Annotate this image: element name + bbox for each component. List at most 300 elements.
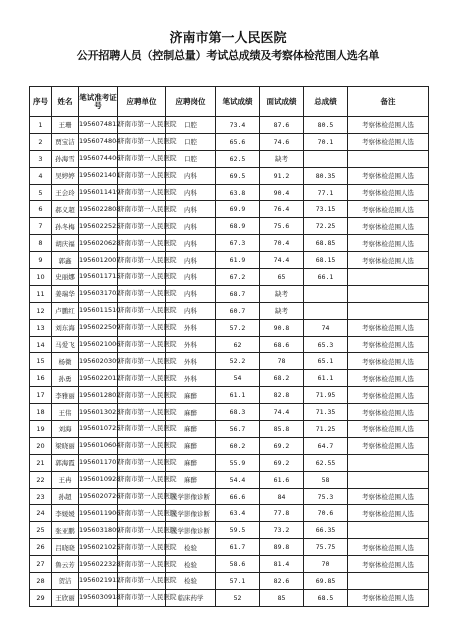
cell-name: 孙海雪 bbox=[52, 150, 79, 167]
cell-note bbox=[348, 269, 429, 286]
cell-exam-id: 1956011419 bbox=[79, 184, 118, 201]
cell-name: 鲁云芳 bbox=[52, 556, 79, 573]
cell-note: 考察体检范围人选 bbox=[348, 133, 429, 150]
cell-exam-id: 1956013023 bbox=[79, 404, 118, 421]
cell-exam-id: 1956012007 bbox=[79, 252, 118, 269]
cell-interview: 65 bbox=[260, 269, 304, 286]
cell-unit: 济南市第一人民医院 bbox=[118, 235, 166, 252]
cell-unit: 济南市第一人民医院 bbox=[118, 184, 166, 201]
cell-total: 70 bbox=[304, 556, 348, 573]
cell-position: 检验 bbox=[166, 556, 216, 573]
table-row bbox=[30, 387, 429, 404]
cell-name: 梁晓丽 bbox=[52, 437, 79, 454]
cell-name: 张亚鹏 bbox=[52, 522, 79, 539]
header-exam-id: 笔试准考证号 bbox=[79, 87, 118, 117]
cell-interview: 73.2 bbox=[260, 522, 304, 539]
cell-total: 66.35 bbox=[304, 522, 348, 539]
cell-unit: 济南市第一人民医院 bbox=[118, 370, 166, 387]
cell-unit: 济南市第一人民医院 bbox=[118, 150, 166, 167]
table-row bbox=[30, 573, 429, 590]
cell-note: 考察体检范围人选 bbox=[348, 235, 429, 252]
cell-no: 13 bbox=[30, 319, 52, 336]
cell-total: 65.1 bbox=[304, 353, 348, 370]
cell-unit: 济南市第一人民医院 bbox=[118, 539, 166, 556]
cell-exam-id: 1956012802 bbox=[79, 387, 118, 404]
cell-written: 60.7 bbox=[216, 302, 260, 319]
cell-name: 王伟 bbox=[52, 404, 79, 421]
table-row bbox=[30, 353, 429, 370]
cell-note: 考察体检范围人选 bbox=[348, 353, 429, 370]
cell-exam-id: 1956022808 bbox=[79, 201, 118, 218]
cell-no: 14 bbox=[30, 336, 52, 353]
cell-no: 2 bbox=[30, 133, 52, 150]
cell-written: 61.7 bbox=[216, 539, 260, 556]
cell-note: 考察体检范围人选 bbox=[348, 218, 429, 235]
cell-no: 1 bbox=[30, 117, 52, 134]
cell-exam-id: 1956022328 bbox=[79, 556, 118, 573]
cell-position: 外科 bbox=[166, 336, 216, 353]
cell-position: 临床药学 bbox=[166, 589, 216, 606]
cell-unit: 济南市第一人民医院 bbox=[118, 488, 166, 505]
cell-interview: 74.6 bbox=[260, 133, 304, 150]
cell-name: 马爱飞 bbox=[52, 336, 79, 353]
cell-unit: 济南市第一人民医院 bbox=[118, 302, 166, 319]
cell-name: 贾宝洁 bbox=[52, 133, 79, 150]
table-row bbox=[30, 522, 429, 539]
cell-name: 吕晓晓 bbox=[52, 539, 79, 556]
cell-note: 考察体检范围人选 bbox=[348, 387, 429, 404]
cell-total: 72.25 bbox=[304, 218, 348, 235]
cell-unit: 济南市第一人民医院 bbox=[118, 133, 166, 150]
cell-interview: 84 bbox=[260, 488, 304, 505]
cell-position: 内科 bbox=[166, 167, 216, 184]
cell-exam-id: 1956020726 bbox=[79, 488, 118, 505]
cell-written: 61.9 bbox=[216, 252, 260, 269]
cell-exam-id: 1956031702 bbox=[79, 285, 118, 302]
cell-unit: 济南市第一人民医院 bbox=[118, 404, 166, 421]
cell-exam-id: 1956022012 bbox=[79, 370, 118, 387]
cell-unit: 济南市第一人民医院 bbox=[118, 269, 166, 286]
cell-exam-id: 1956010604 bbox=[79, 437, 118, 454]
cell-position: 内科 bbox=[166, 184, 216, 201]
cell-exam-id: 1956020628 bbox=[79, 235, 118, 252]
table-row bbox=[30, 471, 429, 488]
cell-name: 孙超 bbox=[52, 488, 79, 505]
cell-interview: 68.2 bbox=[260, 370, 304, 387]
cell-note: 考察体检范围人选 bbox=[348, 404, 429, 421]
cell-unit: 济南市第一人民医院 bbox=[118, 471, 166, 488]
table-row bbox=[30, 556, 429, 573]
cell-total bbox=[304, 302, 348, 319]
cell-no: 11 bbox=[30, 285, 52, 302]
cell-note: 考察体检范围人选 bbox=[348, 117, 429, 134]
cell-no: 16 bbox=[30, 370, 52, 387]
cell-interview: 91.2 bbox=[260, 167, 304, 184]
cell-total: 75.3 bbox=[304, 488, 348, 505]
cell-no: 3 bbox=[30, 150, 52, 167]
table-row bbox=[30, 421, 429, 438]
cell-written: 60.2 bbox=[216, 437, 260, 454]
cell-position: 口腔 bbox=[166, 150, 216, 167]
cell-note: 考察体检范围人选 bbox=[348, 370, 429, 387]
cell-written: 52.2 bbox=[216, 353, 260, 370]
cell-name: 孙勇 bbox=[52, 370, 79, 387]
cell-name: 王会玲 bbox=[52, 184, 79, 201]
cell-unit: 济南市第一人民医院 bbox=[118, 336, 166, 353]
cell-position: 检验 bbox=[166, 573, 216, 590]
cell-note bbox=[348, 573, 429, 590]
cell-name: 史丽娜 bbox=[52, 269, 79, 286]
cell-name: 李媛媛 bbox=[52, 505, 79, 522]
cell-note: 考察体检范围人选 bbox=[348, 336, 429, 353]
cell-interview: 81.4 bbox=[260, 556, 304, 573]
cell-unit: 济南市第一人民医院 bbox=[118, 285, 166, 302]
cell-exam-id: 1956031809 bbox=[79, 522, 118, 539]
cell-written: 63.8 bbox=[216, 184, 260, 201]
cell-note: 考察体检范围人选 bbox=[348, 201, 429, 218]
table-row bbox=[30, 302, 429, 319]
cell-total: 64.7 bbox=[304, 437, 348, 454]
cell-name: 刘东海 bbox=[52, 319, 79, 336]
cell-written: 54.4 bbox=[216, 471, 260, 488]
cell-name: 李雅丽 bbox=[52, 387, 79, 404]
cell-exam-id: 1956011707 bbox=[79, 454, 118, 471]
cell-no: 28 bbox=[30, 573, 52, 590]
table-row bbox=[30, 285, 429, 302]
cell-no: 23 bbox=[30, 488, 52, 505]
cell-interview: 77.8 bbox=[260, 505, 304, 522]
cell-name: 刘海 bbox=[52, 421, 79, 438]
header-name: 姓名 bbox=[52, 87, 79, 117]
cell-position: 麻醉 bbox=[166, 471, 216, 488]
cell-total: 66.1 bbox=[304, 269, 348, 286]
cell-no: 24 bbox=[30, 505, 52, 522]
cell-name: 郝义超 bbox=[52, 201, 79, 218]
cell-note bbox=[348, 150, 429, 167]
table-row bbox=[30, 167, 429, 184]
table-row bbox=[30, 589, 429, 606]
cell-note: 考察体检范围人选 bbox=[348, 539, 429, 556]
cell-unit: 济南市第一人民医院 bbox=[118, 252, 166, 269]
cell-no: 20 bbox=[30, 437, 52, 454]
cell-written: 54 bbox=[216, 370, 260, 387]
cell-interview: 74.4 bbox=[260, 252, 304, 269]
cell-position: 医学影像诊断 bbox=[166, 505, 216, 522]
table-row bbox=[30, 319, 429, 336]
cell-total bbox=[304, 150, 348, 167]
cell-written: 66.6 bbox=[216, 488, 260, 505]
cell-position: 麻醉 bbox=[166, 387, 216, 404]
cell-written: 68.9 bbox=[216, 218, 260, 235]
cell-position: 麻醉 bbox=[166, 421, 216, 438]
cell-position: 检验 bbox=[166, 539, 216, 556]
header-total: 总成绩 bbox=[304, 87, 348, 117]
cell-no: 21 bbox=[30, 454, 52, 471]
cell-exam-id: 1956022509 bbox=[79, 319, 118, 336]
table-row bbox=[30, 437, 429, 454]
hospital-title: 济南市第一人民医院 bbox=[169, 31, 287, 46]
cell-no: 25 bbox=[30, 522, 52, 539]
cell-exam-id: 1956030918 bbox=[79, 589, 118, 606]
table-row bbox=[30, 454, 429, 471]
cell-exam-id: 1956010725 bbox=[79, 421, 118, 438]
table-row bbox=[30, 235, 429, 252]
cell-interview: 69.2 bbox=[260, 454, 304, 471]
cell-total: 68.85 bbox=[304, 235, 348, 252]
cell-position: 麻醉 bbox=[166, 454, 216, 471]
cell-total: 70.1 bbox=[304, 133, 348, 150]
table-row bbox=[30, 117, 429, 134]
cell-written: 73.4 bbox=[216, 117, 260, 134]
cell-exam-id: 1956011510 bbox=[79, 302, 118, 319]
cell-name: 王冉 bbox=[52, 471, 79, 488]
cell-position: 内科 bbox=[166, 285, 216, 302]
cell-total: 75.75 bbox=[304, 539, 348, 556]
cell-total: 80.35 bbox=[304, 167, 348, 184]
cell-note bbox=[348, 522, 429, 539]
table-header-row bbox=[30, 87, 429, 117]
cell-exam-id: 1956020309 bbox=[79, 353, 118, 370]
table-row bbox=[30, 184, 429, 201]
cell-name: 郭鑫 bbox=[52, 252, 79, 269]
header-no: 序号 bbox=[30, 87, 52, 117]
cell-total: 62.55 bbox=[304, 454, 348, 471]
cell-total: 69.85 bbox=[304, 573, 348, 590]
header-note: 备注 bbox=[348, 87, 429, 117]
cell-written: 61.1 bbox=[216, 387, 260, 404]
cell-interview: 69.2 bbox=[260, 437, 304, 454]
cell-name: 孙冬梅 bbox=[52, 218, 79, 235]
cell-position: 内科 bbox=[166, 218, 216, 235]
cell-no: 26 bbox=[30, 539, 52, 556]
cell-written: 62.5 bbox=[216, 150, 260, 167]
cell-no: 15 bbox=[30, 353, 52, 370]
cell-no: 6 bbox=[30, 201, 52, 218]
cell-name: 胡庆福 bbox=[52, 235, 79, 252]
results-table bbox=[29, 86, 429, 607]
cell-interview: 82.6 bbox=[260, 573, 304, 590]
cell-exam-id: 1956011715 bbox=[79, 269, 118, 286]
cell-position: 麻醉 bbox=[166, 404, 216, 421]
list-title: 公开招聘人员（控制总量）考试总成绩及考察体检范围人选名单 bbox=[76, 49, 380, 62]
cell-name: 姜瑞华 bbox=[52, 285, 79, 302]
cell-no: 22 bbox=[30, 471, 52, 488]
cell-total: 70.6 bbox=[304, 505, 348, 522]
cell-note bbox=[348, 302, 429, 319]
cell-name: 杨微 bbox=[52, 353, 79, 370]
cell-total: 58 bbox=[304, 471, 348, 488]
cell-position: 医学影像诊断 bbox=[166, 488, 216, 505]
table-row bbox=[30, 218, 429, 235]
cell-written: 69.5 bbox=[216, 167, 260, 184]
cell-unit: 济南市第一人民医院 bbox=[118, 505, 166, 522]
cell-note: 考察体检范围人选 bbox=[348, 505, 429, 522]
cell-name: 吴婷婷 bbox=[52, 167, 79, 184]
cell-written: 58.6 bbox=[216, 556, 260, 573]
cell-note: 考察体检范围人选 bbox=[348, 167, 429, 184]
cell-unit: 济南市第一人民医院 bbox=[118, 589, 166, 606]
cell-no: 12 bbox=[30, 302, 52, 319]
cell-written: 59.5 bbox=[216, 522, 260, 539]
cell-total: 68.5 bbox=[304, 589, 348, 606]
cell-written: 56.7 bbox=[216, 421, 260, 438]
cell-exam-id: 1956021006 bbox=[79, 336, 118, 353]
cell-position: 内科 bbox=[166, 252, 216, 269]
cell-written: 63.4 bbox=[216, 505, 260, 522]
cell-no: 7 bbox=[30, 218, 52, 235]
cell-interview: 87.6 bbox=[260, 117, 304, 134]
cell-no: 5 bbox=[30, 184, 52, 201]
cell-total: 65.3 bbox=[304, 336, 348, 353]
cell-no: 19 bbox=[30, 421, 52, 438]
cell-interview: 82.8 bbox=[260, 387, 304, 404]
cell-no: 29 bbox=[30, 589, 52, 606]
cell-exam-id: 1956010928 bbox=[79, 471, 118, 488]
cell-exam-id: 1956011906 bbox=[79, 505, 118, 522]
cell-written: 69.9 bbox=[216, 201, 260, 218]
cell-position: 麻醉 bbox=[166, 437, 216, 454]
cell-position: 外科 bbox=[166, 353, 216, 370]
cell-exam-id: 1956022525 bbox=[79, 218, 118, 235]
cell-unit: 济南市第一人民医院 bbox=[118, 573, 166, 590]
cell-total: 74 bbox=[304, 319, 348, 336]
cell-unit: 济南市第一人民医院 bbox=[118, 117, 166, 134]
cell-interview: 90.8 bbox=[260, 319, 304, 336]
table-row bbox=[30, 269, 429, 286]
cell-exam-id: 1956021025 bbox=[79, 539, 118, 556]
cell-position: 外科 bbox=[166, 319, 216, 336]
cell-no: 10 bbox=[30, 269, 52, 286]
cell-note: 考察体检范围人选 bbox=[348, 421, 429, 438]
cell-note bbox=[348, 285, 429, 302]
header-position: 应聘岗位 bbox=[166, 87, 216, 117]
cell-no: 27 bbox=[30, 556, 52, 573]
cell-no: 18 bbox=[30, 404, 52, 421]
header-interview: 面试成绩 bbox=[260, 87, 304, 117]
cell-note: 考察体检范围人选 bbox=[348, 589, 429, 606]
table-row bbox=[30, 404, 429, 421]
cell-note: 考察体检范围人选 bbox=[348, 488, 429, 505]
cell-note: 考察体检范围人选 bbox=[348, 319, 429, 336]
cell-position: 医学影像诊断 bbox=[166, 522, 216, 539]
header-unit: 应聘单位 bbox=[118, 87, 166, 117]
cell-position: 外科 bbox=[166, 370, 216, 387]
cell-interview: 70.4 bbox=[260, 235, 304, 252]
cell-interview: 74.4 bbox=[260, 404, 304, 421]
table-row bbox=[30, 488, 429, 505]
cell-note bbox=[348, 454, 429, 471]
cell-note: 考察体检范围人选 bbox=[348, 437, 429, 454]
cell-unit: 济南市第一人民医院 bbox=[118, 522, 166, 539]
cell-interview: 缺考 bbox=[260, 302, 304, 319]
cell-interview: 78 bbox=[260, 353, 304, 370]
cell-unit: 济南市第一人民医院 bbox=[118, 454, 166, 471]
cell-interview: 缺考 bbox=[260, 285, 304, 302]
table-row bbox=[30, 201, 429, 218]
cell-exam-id: 1956021912 bbox=[79, 573, 118, 590]
cell-exam-id: 1956074812 bbox=[79, 117, 118, 134]
cell-position: 内科 bbox=[166, 201, 216, 218]
cell-interview: 68.6 bbox=[260, 336, 304, 353]
cell-interview: 89.8 bbox=[260, 539, 304, 556]
cell-total: 71.95 bbox=[304, 387, 348, 404]
cell-total: 80.5 bbox=[304, 117, 348, 134]
cell-name: 郭海霞 bbox=[52, 454, 79, 471]
table-row bbox=[30, 539, 429, 556]
cell-total: 71.35 bbox=[304, 404, 348, 421]
table-body bbox=[30, 117, 429, 607]
cell-note: 考察体检范围人选 bbox=[348, 184, 429, 201]
cell-written: 67.3 bbox=[216, 235, 260, 252]
cell-no: 17 bbox=[30, 387, 52, 404]
cell-written: 68.3 bbox=[216, 404, 260, 421]
cell-unit: 济南市第一人民医院 bbox=[118, 319, 166, 336]
header-written: 笔试成绩 bbox=[216, 87, 260, 117]
cell-unit: 济南市第一人民医院 bbox=[118, 437, 166, 454]
cell-note bbox=[348, 471, 429, 488]
cell-unit: 济南市第一人民医院 bbox=[118, 167, 166, 184]
cell-unit: 济南市第一人民医院 bbox=[118, 421, 166, 438]
cell-total bbox=[304, 285, 348, 302]
cell-total: 61.1 bbox=[304, 370, 348, 387]
cell-total: 71.25 bbox=[304, 421, 348, 438]
table-row bbox=[30, 252, 429, 269]
cell-total: 73.15 bbox=[304, 201, 348, 218]
table-row bbox=[30, 336, 429, 353]
cell-interview: 61.6 bbox=[260, 471, 304, 488]
cell-interview: 85 bbox=[260, 589, 304, 606]
cell-note: 考察体检范围人选 bbox=[348, 556, 429, 573]
cell-no: 9 bbox=[30, 252, 52, 269]
cell-written: 55.9 bbox=[216, 454, 260, 471]
cell-position: 内科 bbox=[166, 302, 216, 319]
cell-written: 68.7 bbox=[216, 285, 260, 302]
cell-name: 卢鹏红 bbox=[52, 302, 79, 319]
cell-interview: 85.8 bbox=[260, 421, 304, 438]
cell-note: 考察体检范围人选 bbox=[348, 252, 429, 269]
table-row bbox=[30, 505, 429, 522]
cell-exam-id: 1956021401 bbox=[79, 167, 118, 184]
cell-unit: 济南市第一人民医院 bbox=[118, 218, 166, 235]
cell-no: 8 bbox=[30, 235, 52, 252]
cell-no: 4 bbox=[30, 167, 52, 184]
cell-interview: 75.6 bbox=[260, 218, 304, 235]
cell-name: 贺洁 bbox=[52, 573, 79, 590]
cell-written: 65.6 bbox=[216, 133, 260, 150]
cell-position: 内科 bbox=[166, 235, 216, 252]
cell-unit: 济南市第一人民医院 bbox=[118, 387, 166, 404]
cell-unit: 济南市第一人民医院 bbox=[118, 556, 166, 573]
cell-name: 王珊 bbox=[52, 117, 79, 134]
cell-unit: 济南市第一人民医院 bbox=[118, 201, 166, 218]
cell-written: 57.1 bbox=[216, 573, 260, 590]
table-row bbox=[30, 370, 429, 387]
cell-interview: 90.4 bbox=[260, 184, 304, 201]
cell-position: 内科 bbox=[166, 269, 216, 286]
cell-exam-id: 1956074406 bbox=[79, 150, 118, 167]
table-row bbox=[30, 150, 429, 167]
table-row bbox=[30, 133, 429, 150]
cell-total: 68.15 bbox=[304, 252, 348, 269]
cell-written: 57.2 bbox=[216, 319, 260, 336]
cell-written: 52 bbox=[216, 589, 260, 606]
cell-exam-id: 1956074804 bbox=[79, 133, 118, 150]
cell-unit: 济南市第一人民医院 bbox=[118, 353, 166, 370]
cell-name: 王欣丽 bbox=[52, 589, 79, 606]
cell-written: 67.2 bbox=[216, 269, 260, 286]
cell-position: 口腔 bbox=[166, 117, 216, 134]
cell-written: 62 bbox=[216, 336, 260, 353]
